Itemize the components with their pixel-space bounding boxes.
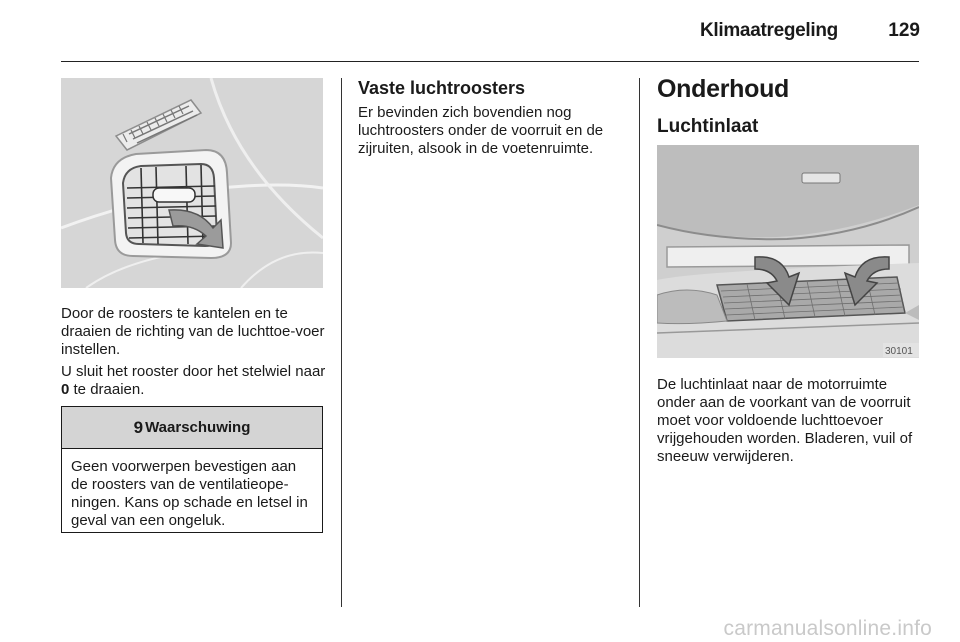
column-divider-1 — [341, 78, 342, 607]
fixed-vents-heading: Vaste luchtroosters — [358, 78, 526, 98]
maintenance-heading: Onderhoud — [657, 75, 790, 103]
vent-adjust-paragraph: Door de roosters te kantelen en te draaien de richting van de luchttoe-voer instellen. — [61, 305, 325, 358]
watermark: carmanualsonline.info — [723, 617, 932, 640]
air-intake-heading: Luchtinlaat — [657, 116, 759, 137]
warning-triangle-icon: 9 — [133, 417, 144, 437]
page-title: Klimaatregeling — [699, 20, 838, 41]
page-header — [0, 0, 960, 62]
warning-header — [62, 407, 322, 449]
air-intake-illustration — [657, 145, 919, 358]
vent-close-prefix: U sluit het rooster door het stelwiel naar — [61, 363, 326, 380]
column-divider-2 — [639, 78, 640, 607]
air-intake-paragraph: De luchtinlaat naar de motorruimte onder aan de voorkant van de voorruit moet voor voldoende luchttoevoer vrijgehouden worden. Bladeren, vuil of sneeuw verwijderen. — [657, 376, 913, 465]
vent-close-suffix: te draaien. — [69, 381, 145, 398]
page-number: 129 — [888, 20, 920, 41]
vent-close-paragraph — [61, 363, 331, 399]
header-divider — [61, 61, 919, 62]
fixed-vents-paragraph: Er bevinden zich bovendien nog luchtroosters onder de voorruit en de zijruiten, alsook in de voetenruimte. — [358, 104, 604, 157]
air-vent-illustration — [61, 78, 323, 288]
warning-box — [61, 406, 323, 533]
air-intake-figure — [657, 145, 919, 358]
figure-code: 30101 — [885, 346, 913, 357]
warning-body: Geen voorwerpen bevestigen aan de roosters van de ventilatieope-ningen. Kans op schade en letsel in geval van een ongeluk. — [71, 458, 308, 529]
closed-position-symbol: 0 — [61, 381, 70, 398]
warning-title: Waarschuwing — [145, 419, 251, 436]
air-vent-figure — [61, 78, 323, 288]
